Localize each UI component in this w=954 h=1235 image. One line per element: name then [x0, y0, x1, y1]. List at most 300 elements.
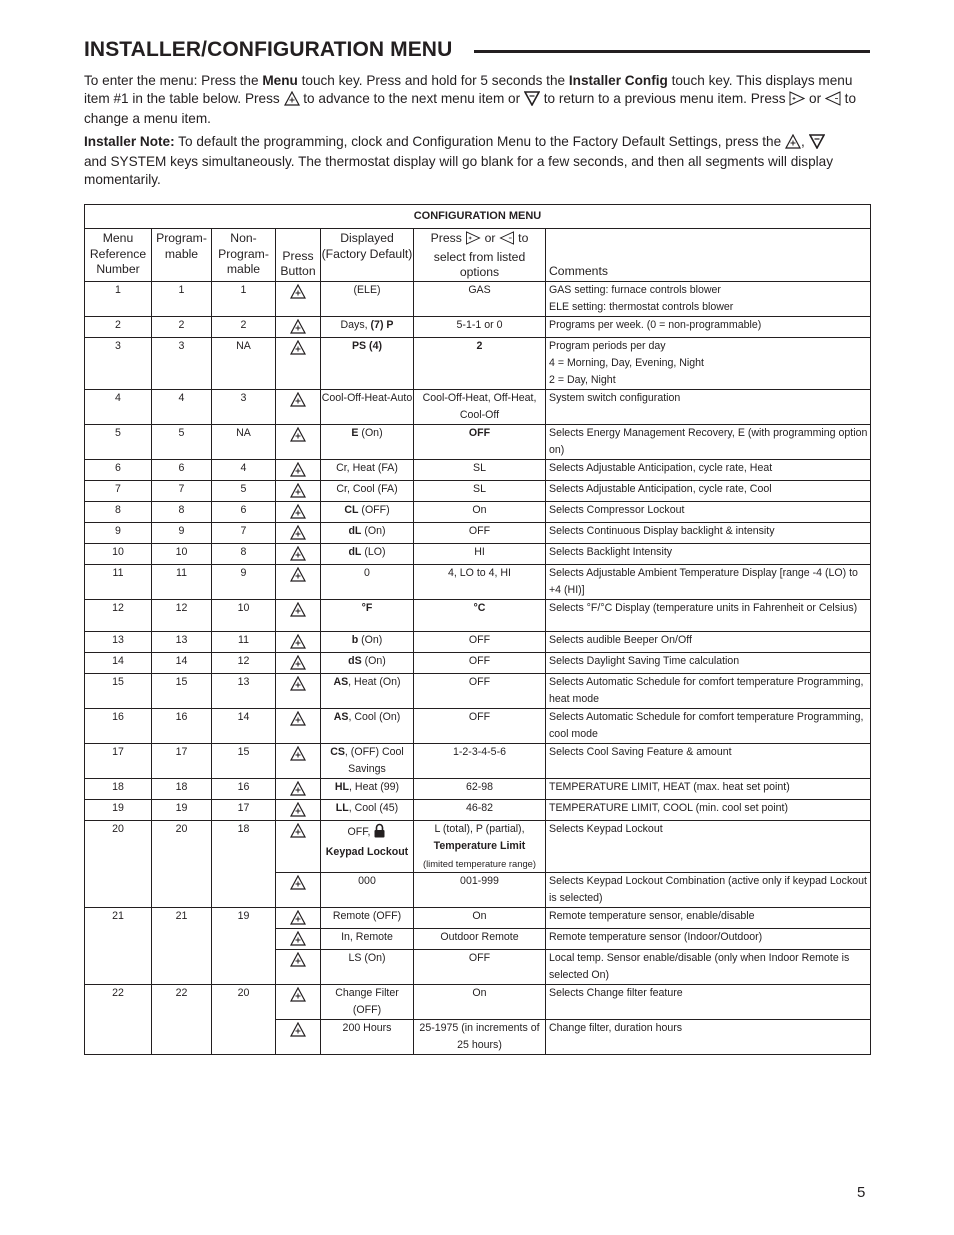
cell-non-programmable: 15: [212, 743, 276, 778]
cell-non-programmable: 13: [212, 673, 276, 708]
cell-press-button: [276, 281, 321, 316]
cell-press-button: [276, 984, 321, 1019]
cell-options: [414, 820, 546, 872]
comment-line: Selects Continuous Display backlight & intensity: [549, 524, 775, 537]
cell-displayed: Change Filter (OFF): [321, 984, 414, 1019]
intro-text: [84, 72, 874, 193]
cell-menu-ref: 6: [85, 459, 152, 480]
displayed-text: Cool-Off-Heat-Auto: [321, 391, 413, 404]
table-row: [85, 799, 871, 820]
cell-press-button: [276, 459, 321, 480]
option-text: On: [472, 503, 487, 516]
displayed-text: , Heat (99): [349, 780, 400, 793]
table-row: [85, 743, 871, 778]
option-text: SL: [473, 461, 486, 474]
triangle-right-icon: [789, 91, 805, 111]
option-text: Cool-Off-Heat, Off-Heat, Cool-Off: [422, 391, 537, 421]
triangle-right-icon: [465, 231, 481, 250]
cell-comments: [546, 316, 871, 337]
cell-options: [414, 424, 546, 459]
displayed-bold: CL: [344, 503, 359, 516]
cell-press-button: [276, 480, 321, 501]
cell-menu-ref: 7: [85, 480, 152, 501]
intro-paragraph-1: [84, 72, 874, 128]
cell-options: [414, 501, 546, 522]
comment-line: ELE setting: thermostat controls blower: [549, 300, 734, 313]
cell-menu-ref: 12: [85, 599, 152, 631]
cell-comments: [546, 424, 871, 459]
comment-line: 4 = Morning, Day, Evening, Night: [549, 356, 704, 369]
cell-non-programmable: 17: [212, 799, 276, 820]
cell-programmable: 12: [152, 599, 212, 631]
cell-displayed: [321, 820, 414, 872]
cell-non-programmable: 8: [212, 543, 276, 564]
option-text: HI: [474, 545, 485, 558]
cell-menu-ref: 13: [85, 631, 152, 652]
triangle-up-plus-icon: [276, 746, 320, 761]
displayed-bold: b: [351, 633, 359, 646]
table-row: [85, 708, 871, 743]
lockout-options: L (total), P (partial),: [434, 822, 525, 835]
cell-press-button: [276, 872, 321, 907]
header-menu-ref: Menu Reference Number: [85, 229, 152, 282]
table-row: [85, 631, 871, 652]
cell-press-button: [276, 652, 321, 673]
option-text: OFF: [468, 654, 491, 667]
cell-non-programmable: 3: [212, 389, 276, 424]
table-row: [85, 480, 871, 501]
cell-options: 001-999: [414, 872, 546, 907]
cell-comments: [546, 652, 871, 673]
triangle-up-plus-icon: [276, 987, 320, 1002]
displayed-text: (On): [358, 426, 383, 439]
triangle-up-plus-icon: [276, 504, 320, 519]
option-text: 1-2-3-4-5-6: [453, 745, 506, 758]
comment-line: Program periods per day: [549, 339, 666, 352]
cell-programmable: 21: [152, 907, 212, 984]
cell-displayed: [321, 799, 414, 820]
cell-comments: [546, 281, 871, 316]
intro-text-g: to change a menu item.: [84, 90, 857, 126]
intro-text-c: touch key. This displays menu item #1 in the table below. Press: [84, 73, 853, 106]
cell-comments: [546, 743, 871, 778]
cell-comments: [546, 673, 871, 708]
configuration-menu-table: [84, 204, 871, 1055]
cell-comments: [546, 564, 871, 599]
table-header-row: [85, 229, 871, 282]
cell-comments: [546, 708, 871, 743]
cell-menu-ref: 4: [85, 389, 152, 424]
displayed-bold: dL: [348, 524, 362, 537]
cell-comments: Remote temperature sensor, enable/disable: [546, 907, 871, 928]
cell-non-programmable: 19: [212, 907, 276, 984]
cell-options: [414, 778, 546, 799]
cell-displayed: [321, 459, 414, 480]
cell-programmable: 20: [152, 820, 212, 907]
triangle-up-plus-icon: [276, 392, 320, 407]
intro-text-e: to return to a previous menu item. Press: [539, 90, 790, 106]
triangle-up-plus-icon: [276, 1022, 320, 1037]
option-text: GAS: [468, 283, 491, 296]
cell-comments: Selects Change filter feature: [546, 984, 871, 1019]
cell-displayed: [321, 543, 414, 564]
cell-press-button: [276, 673, 321, 708]
table-row: [85, 459, 871, 480]
comment-line: Selects Adjustable Anticipation, cycle rate, Heat: [549, 461, 773, 474]
table-row: [85, 316, 871, 337]
cell-comments: Selects Keypad Lockout: [546, 820, 871, 872]
cell-programmable: 1: [152, 281, 212, 316]
comment-line: Programs per week. (0 = non-programmable): [549, 318, 762, 331]
cell-options: [414, 389, 546, 424]
option-text: 4, LO to 4, HI: [447, 566, 511, 579]
menu-key-label: Menu: [262, 73, 298, 88]
triangle-up-plus-icon: [276, 823, 320, 838]
displayed-text: Days,: [340, 318, 371, 331]
triangle-up-plus-icon: [276, 483, 320, 498]
cell-options: [414, 522, 546, 543]
displayed-text: , Cool (45): [348, 801, 399, 814]
triangle-up-plus-icon: [276, 711, 320, 726]
comment-line: TEMPERATURE LIMIT, COOL (min. cool set point): [549, 801, 788, 814]
cell-menu-ref: 3: [85, 337, 152, 389]
comment-line: Selects Cool Saving Feature & amount: [549, 745, 732, 758]
cell-programmable: 22: [152, 984, 212, 1054]
cell-options: [414, 316, 546, 337]
cell-non-programmable: 11: [212, 631, 276, 652]
cell-options: OFF: [414, 949, 546, 984]
cell-press-button: [276, 424, 321, 459]
cell-programmable: 6: [152, 459, 212, 480]
header-options-rest: to select from listed options: [433, 231, 529, 279]
table-row: [85, 673, 871, 708]
comment-line: Selects Daylight Saving Time calculation: [549, 654, 740, 667]
cell-options: [414, 480, 546, 501]
cell-comments: [546, 459, 871, 480]
cell-options: [414, 564, 546, 599]
cell-press-button: [276, 337, 321, 389]
cell-options: [414, 337, 546, 389]
displayed-bold: AS: [333, 710, 349, 723]
cell-non-programmable: 16: [212, 778, 276, 799]
option-text: OFF: [468, 675, 491, 688]
displayed-text: (On): [358, 633, 383, 646]
comment-line: Selects Adjustable Anticipation, cycle rate, Cool: [549, 482, 772, 495]
cell-programmable: 14: [152, 652, 212, 673]
comment-line: 2 = Day, Night: [549, 373, 616, 386]
option-text: 5-1-1 or 0: [456, 318, 503, 331]
displayed-bold: LL: [335, 801, 349, 814]
keypad-lockout-default: OFF,: [347, 825, 374, 838]
displayed-text: , (OFF) Cool Savings: [344, 745, 404, 775]
cell-options: [414, 631, 546, 652]
cell-menu-ref: 21: [85, 907, 152, 984]
triangle-up-plus-icon: [276, 931, 320, 946]
cell-displayed: LS (On): [321, 949, 414, 984]
cell-comments: [546, 799, 871, 820]
cell-menu-ref: 11: [85, 564, 152, 599]
intro-text-d: to advance to the next menu item or: [299, 90, 524, 106]
cell-menu-ref: 10: [85, 543, 152, 564]
header-displayed: Displayed (Factory Default): [321, 229, 414, 282]
cell-displayed: [321, 337, 414, 389]
displayed-text: (OFF): [358, 503, 390, 516]
cell-programmable: 10: [152, 543, 212, 564]
comment-line: Selects Automatic Schedule for comfort temperature Programming, heat mode: [549, 675, 864, 705]
displayed-bold: CS: [330, 745, 345, 758]
cell-non-programmable: 6: [212, 501, 276, 522]
table-row: [85, 599, 871, 631]
cell-menu-ref: 17: [85, 743, 152, 778]
cell-displayed: Remote (OFF): [321, 907, 414, 928]
displayed-bold: HL: [334, 780, 350, 793]
cell-displayed: [321, 480, 414, 501]
cell-options: [414, 652, 546, 673]
cell-press-button: [276, 907, 321, 928]
cell-comments: Change filter, duration hours: [546, 1019, 871, 1054]
cell-menu-ref: 18: [85, 778, 152, 799]
table-row: [85, 501, 871, 522]
title-rule: [474, 50, 870, 53]
intro-text-a: To enter the menu: Press the: [84, 73, 263, 88]
cell-displayed: [321, 522, 414, 543]
cell-programmable: 13: [152, 631, 212, 652]
cell-options: 25-1975 (in increments of 25 hours): [414, 1019, 546, 1054]
triangle-up-plus-icon: [276, 802, 320, 817]
cell-options: [414, 708, 546, 743]
displayed-text: Cr, Heat (FA): [336, 461, 398, 474]
page-title: INSTALLER/CONFIGURATION MENU: [84, 38, 453, 61]
note-text-a: To default the programming, clock and Configuration Menu to the Factory Default Settings, press the: [174, 133, 785, 149]
cell-displayed: [321, 389, 414, 424]
triangle-up-plus-icon: [276, 781, 320, 796]
cell-non-programmable: 5: [212, 480, 276, 501]
cell-comments: [546, 480, 871, 501]
displayed-text: , Cool (On): [348, 710, 401, 723]
option-bold: °C: [473, 601, 486, 614]
cell-displayed: [321, 564, 414, 599]
triangle-up-plus-icon: [276, 319, 320, 334]
cell-displayed: In, Remote: [321, 928, 414, 949]
cell-comments: [546, 778, 871, 799]
cell-press-button: [276, 1019, 321, 1054]
triangle-up-plus-icon: [276, 602, 320, 617]
cell-options: Outdoor Remote: [414, 928, 546, 949]
cell-options: [414, 599, 546, 631]
displayed-bold: AS: [333, 675, 349, 688]
cell-press-button: [276, 778, 321, 799]
displayed-text: (On): [361, 524, 386, 537]
displayed-text: Cr, Cool (FA): [336, 482, 398, 495]
triangle-up-plus-icon: [276, 875, 320, 890]
keypad-lockout-label: Keypad Lockout: [325, 845, 409, 858]
comment-line: Selects °F/°C Display (temperature units in Fahrenheit or Celsius): [549, 601, 858, 614]
triangle-left-icon: [825, 91, 841, 111]
note-comma: ,: [800, 133, 809, 149]
cell-comments: [546, 501, 871, 522]
cell-non-programmable: 12: [212, 652, 276, 673]
cell-programmable: 18: [152, 778, 212, 799]
triangle-up-plus-icon: [276, 567, 320, 582]
cell-press-button: [276, 743, 321, 778]
cell-non-programmable: 2: [212, 316, 276, 337]
cell-comments: Selects Keypad Lockout Combination (active only if keypad Lockout is selected): [546, 872, 871, 907]
cell-displayed: [321, 281, 414, 316]
option-text: OFF: [468, 524, 491, 537]
table-body: [85, 281, 871, 820]
header-comments: Comments: [546, 229, 871, 282]
cell-press-button: [276, 316, 321, 337]
cell-press-button: [276, 631, 321, 652]
cell-non-programmable: NA: [212, 337, 276, 389]
displayed-text: (ELE): [353, 283, 381, 296]
triangle-up-plus-icon: [276, 676, 320, 691]
displayed-text: (LO): [361, 545, 386, 558]
cell-displayed: [321, 424, 414, 459]
header-press-button: Press Button: [276, 229, 321, 282]
cell-comments: [546, 337, 871, 389]
cell-non-programmable: 7: [212, 522, 276, 543]
displayed-text: (On): [361, 654, 386, 667]
page-number: 5: [857, 1184, 866, 1201]
cell-non-programmable: 4: [212, 459, 276, 480]
triangle-up-plus-icon: [276, 340, 320, 355]
option-text: OFF: [468, 633, 491, 646]
cell-options: [414, 459, 546, 480]
cell-displayed: [321, 673, 414, 708]
displayed-bold: (7) P: [370, 318, 394, 331]
temperature-limit-option: Temperature Limit: [433, 839, 526, 852]
cell-menu-ref: 9: [85, 522, 152, 543]
option-text: SL: [473, 482, 486, 495]
comment-line: Selects Automatic Schedule for comfort temperature Programming, cool mode: [549, 710, 864, 740]
cell-comments: [546, 543, 871, 564]
triangle-up-plus-icon: [276, 655, 320, 670]
comment-line: Selects audible Beeper On/Off: [549, 633, 692, 646]
table-row: [85, 778, 871, 799]
installer-config-key-label: Installer Config: [568, 73, 668, 88]
table-row: [85, 652, 871, 673]
comment-line: Selects Energy Management Recovery, E (with programming option on): [549, 426, 868, 456]
cell-programmable: 3: [152, 337, 212, 389]
table-row: [85, 543, 871, 564]
cell-menu-ref: 16: [85, 708, 152, 743]
cell-options: [414, 281, 546, 316]
comment-line: System switch configuration: [549, 391, 681, 404]
cell-menu-ref: 19: [85, 799, 152, 820]
cell-non-programmable: 14: [212, 708, 276, 743]
displayed-text: , Heat (On): [348, 675, 401, 688]
cell-options: [414, 799, 546, 820]
cell-menu-ref: 8: [85, 501, 152, 522]
cell-menu-ref: 1: [85, 281, 152, 316]
cell-displayed: 000: [321, 872, 414, 907]
table-caption: CONFIGURATION MENU: [85, 205, 871, 229]
header-programmable: Program-mable: [152, 229, 212, 282]
cell-comments: [546, 599, 871, 631]
cell-displayed: [321, 652, 414, 673]
cell-displayed: [321, 778, 414, 799]
cell-displayed: [321, 599, 414, 631]
cell-press-button: [276, 949, 321, 984]
triangle-down-minus-icon: [809, 134, 825, 154]
option-text: 46-82: [465, 801, 494, 814]
triangle-up-plus-icon: [276, 525, 320, 540]
table-row: [85, 984, 871, 1019]
cell-options: On: [414, 907, 546, 928]
cell-options: [414, 673, 546, 708]
cell-programmable: 2: [152, 316, 212, 337]
comment-line: TEMPERATURE LIMIT, HEAT (max. heat set point): [549, 780, 790, 793]
cell-press-button: [276, 599, 321, 631]
table-row: [85, 522, 871, 543]
cell-menu-ref: 22: [85, 984, 152, 1054]
displayed-bold: PS (4): [351, 339, 383, 352]
triangle-down-minus-icon: [524, 91, 540, 111]
triangle-up-plus-icon: [284, 91, 300, 111]
table-row: [85, 337, 871, 389]
cell-menu-ref: 14: [85, 652, 152, 673]
padlock-icon: [373, 823, 386, 844]
cell-options: On: [414, 984, 546, 1019]
cell-programmable: 5: [152, 424, 212, 459]
table-row: [85, 424, 871, 459]
triangle-up-plus-icon: [276, 546, 320, 561]
header-options-press: Press: [430, 231, 466, 245]
cell-non-programmable: 18: [212, 820, 276, 907]
cell-press-button: [276, 799, 321, 820]
cell-press-button: [276, 522, 321, 543]
triangle-up-plus-icon: [276, 634, 320, 649]
cell-menu-ref: 20: [85, 820, 152, 907]
intro-paragraph-2: [84, 133, 874, 189]
cell-press-button: [276, 820, 321, 872]
cell-menu-ref: 2: [85, 316, 152, 337]
cell-press-button: [276, 564, 321, 599]
cell-programmable: 19: [152, 799, 212, 820]
comment-line: Selects Adjustable Ambient Temperature Display [range -4 (LO) to +4 (HI)]: [549, 566, 858, 596]
cell-programmable: 9: [152, 522, 212, 543]
installer-note-label: Installer Note:: [84, 133, 175, 149]
cell-non-programmable: 10: [212, 599, 276, 631]
cell-options: [414, 543, 546, 564]
cell-displayed: [321, 631, 414, 652]
cell-programmable: 16: [152, 708, 212, 743]
cell-programmable: 11: [152, 564, 212, 599]
cell-comments: [546, 522, 871, 543]
comment-line: Selects Compressor Lockout: [549, 503, 685, 516]
comment-line: GAS setting: furnace controls blower: [549, 283, 721, 296]
displayed-bold: dL: [348, 545, 362, 558]
cell-press-button: [276, 928, 321, 949]
cell-comments: Remote temperature sensor (Indoor/Outdoor): [546, 928, 871, 949]
displayed-bold: dS: [348, 654, 362, 667]
cell-non-programmable: 20: [212, 984, 276, 1054]
comment-line: Selects Backlight Intensity: [549, 545, 673, 558]
cell-non-programmable: 1: [212, 281, 276, 316]
cell-programmable: 8: [152, 501, 212, 522]
cell-programmable: 4: [152, 389, 212, 424]
triangle-up-plus-icon: [276, 952, 320, 967]
cell-comments: Local temp. Sensor enable/disable (only when Indoor Remote is selected On): [546, 949, 871, 984]
header-options: [414, 229, 546, 282]
cell-displayed: [321, 501, 414, 522]
table-row: [85, 281, 871, 316]
cell-non-programmable: 9: [212, 564, 276, 599]
option-text: 62-98: [465, 780, 494, 793]
limited-range-note: (limited temperature range): [422, 857, 537, 869]
cell-options: [414, 743, 546, 778]
